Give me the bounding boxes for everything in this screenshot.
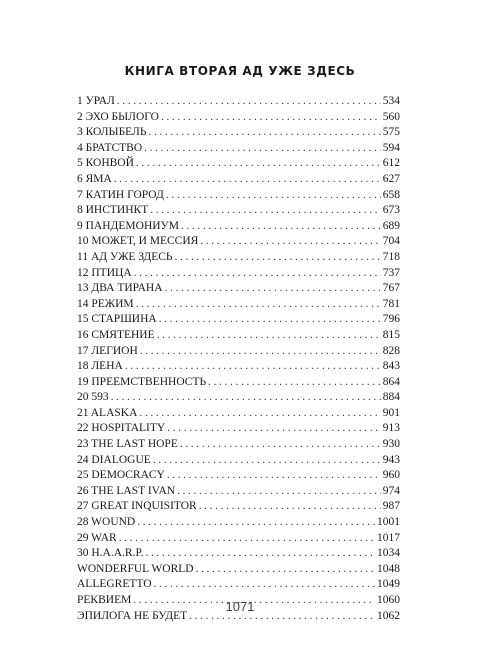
toc-entry-title: 20 593 [77, 391, 109, 404]
toc-entry-title: 14 РЕЖИМ [77, 297, 134, 310]
toc-entry-page: 737 [382, 266, 400, 279]
toc-entry-page: 658 [382, 188, 400, 201]
dot-leader [148, 125, 380, 141]
toc-entry-title: 29 WAR [77, 531, 117, 544]
toc-entry-title: ЭПИЛОГА НЕ БУДЕТ [77, 609, 188, 622]
dot-leader [150, 203, 381, 219]
toc-entry-title: ALLEGRETTO [77, 578, 152, 591]
toc-entry [77, 281, 400, 297]
toc-entry-page: 796 [382, 313, 400, 326]
toc-entry [77, 188, 400, 204]
toc-entry-title: WONDERFUL WORLD [77, 562, 194, 575]
toc-entry [77, 468, 400, 484]
toc-entry-page: 1062 [377, 609, 400, 622]
dot-leader [167, 468, 381, 484]
toc-entry-page: 884 [382, 391, 400, 404]
toc-entry-title: 10 МОЖЕТ, И МЕССИЯ [77, 235, 199, 248]
toc-entry-title: 18 ЛЕНА [77, 360, 123, 373]
toc-entry-page: 901 [382, 406, 400, 419]
section-heading: КНИГА ВТОРАЯ АД УЖЕ ЗДЕСЬ [124, 64, 356, 78]
page-number: 1071 [225, 599, 255, 614]
toc-entry [77, 484, 400, 500]
dot-leader [153, 453, 381, 469]
dot-leader [175, 250, 381, 266]
toc-entry-title: 26 THE LAST IVAN [77, 484, 176, 497]
toc-entry-page: 1048 [377, 562, 400, 575]
toc-entry-page: 612 [382, 157, 400, 170]
toc-entry [77, 562, 400, 578]
toc-entry-title: 8 ИНСТИНКТ [77, 204, 149, 217]
toc-entry [77, 203, 400, 219]
dot-leader [199, 499, 381, 515]
toc-entry [77, 156, 400, 172]
toc-entry [77, 344, 400, 360]
toc-entry-title: 16 СМЯТЕНИЕ [77, 328, 155, 341]
toc-entry [77, 437, 400, 453]
dot-leader [181, 219, 381, 235]
toc-entry-page: 987 [382, 500, 400, 513]
toc-entry [77, 577, 400, 593]
toc-entry-page: 960 [382, 469, 400, 482]
toc-entry [77, 297, 400, 313]
toc-entry-title: 19 ПРЕЕМСТВЕННОСТЬ [77, 375, 207, 388]
dot-leader [166, 188, 381, 204]
toc-entry-title: 1 УРАЛ [77, 95, 115, 107]
toc-entry-title: 21 ALASKA [77, 406, 138, 419]
dot-leader [136, 297, 381, 313]
toc-entry-page: 560 [382, 110, 400, 123]
toc-entry-page: 718 [382, 250, 400, 263]
toc-entry [77, 359, 400, 375]
dot-leader [165, 281, 381, 297]
dot-leader [119, 531, 375, 547]
toc-entry-page: 767 [382, 282, 400, 295]
table-of-contents [77, 94, 400, 624]
dot-leader [144, 141, 381, 157]
toc-entry-page: 843 [382, 360, 400, 373]
dot-leader [154, 577, 375, 593]
dot-leader [200, 234, 380, 250]
toc-entry-title: 24 DIALOGUE [77, 453, 151, 466]
dot-leader [167, 421, 381, 437]
toc-entry [77, 110, 400, 126]
toc-entry-title: 30 H.A.A.R.P. [77, 547, 144, 560]
toc-entry [77, 328, 400, 344]
dot-leader [180, 437, 381, 453]
toc-entry-title: РЕКВИЕМ [77, 594, 132, 606]
toc-entry-title: 22 HOSPITALITY [77, 422, 166, 435]
toc-entry-title: 6 ЯМА [77, 172, 112, 185]
toc-entry-page: 575 [382, 126, 400, 139]
dot-leader [208, 375, 381, 391]
toc-entry [77, 250, 400, 266]
toc-entry-title: 9 ПАНДЕМОНИУМ [77, 219, 179, 232]
dot-leader [114, 172, 381, 188]
toc-entry-page: 1034 [377, 547, 400, 560]
dot-leader [145, 546, 375, 562]
dot-leader [136, 156, 381, 172]
toc-entry-title: 5 КОНВОЙ [77, 157, 134, 170]
toc-entry-title: 25 DEMOCRACY [77, 469, 165, 482]
toc-entry-title: 17 ЛЕГИОН [77, 344, 138, 357]
toc-entry-page: 864 [382, 375, 400, 388]
toc-entry-page: 689 [382, 219, 400, 232]
toc-entry-title: 11 АД УЖЕ ЗДЕСЬ [77, 250, 173, 263]
toc-entry-page: 534 [382, 95, 400, 107]
toc-entry-page: 943 [382, 453, 400, 466]
toc-entry-page: 1001 [377, 516, 400, 529]
toc-entry [77, 531, 400, 547]
dot-leader [111, 390, 381, 406]
toc-entry [77, 406, 400, 422]
toc-entry-page: 1049 [377, 578, 400, 591]
toc-entry-title: 4 БРАТСТВО [77, 141, 143, 154]
toc-entry-page: 930 [382, 438, 400, 451]
toc-entry-page: 673 [382, 204, 400, 217]
toc-entry-page: 1017 [377, 531, 400, 544]
dot-leader [117, 94, 381, 110]
dot-leader [159, 312, 381, 328]
toc-entry-title: 13 ДВА ТИРАНА [77, 282, 163, 295]
toc-entry-title: 7 КАТИН ГОРОД [77, 188, 164, 201]
toc-entry-title: 28 WOUND [77, 516, 136, 529]
toc-entry [77, 172, 400, 188]
toc-entry [77, 546, 400, 562]
toc-entry-title: 3 КОЛЫБЕЛЬ [77, 126, 147, 139]
toc-entry [77, 234, 400, 250]
toc-entry [77, 390, 400, 406]
toc-entry [77, 125, 400, 141]
toc-entry-title: 2 ЭХО БЫЛОГО [77, 110, 159, 123]
toc-entry [77, 94, 400, 110]
toc-entry-page: 627 [382, 172, 400, 185]
toc-entry [77, 375, 400, 391]
toc-entry-page: 974 [382, 484, 400, 497]
toc-entry-page: 1060 [377, 594, 400, 606]
dot-leader [125, 359, 381, 375]
toc-entry [77, 499, 400, 515]
toc-entry-title: 27 GREAT INQUISITOR [77, 500, 197, 513]
toc-entry-title: 15 СТАРШИНА [77, 313, 157, 326]
toc-entry-page: 594 [382, 141, 400, 154]
toc-entry [77, 219, 400, 235]
toc-entry-page: 704 [382, 235, 400, 248]
toc-entry-page: 815 [382, 328, 400, 341]
toc-entry-page: 781 [382, 297, 400, 310]
dot-leader [196, 562, 375, 578]
toc-entry [77, 141, 400, 157]
toc-entry-title: 23 THE LAST HOPE [77, 438, 178, 451]
toc-entry-title: 12 ПТИЦА [77, 266, 132, 279]
toc-entry-page: 828 [382, 344, 400, 357]
toc-entry [77, 453, 400, 469]
dot-leader [177, 484, 381, 500]
toc-entry [77, 515, 400, 531]
dot-leader [134, 266, 381, 282]
toc-entry [77, 266, 400, 282]
dot-leader [140, 344, 381, 360]
toc-entry-page: 913 [382, 422, 400, 435]
dot-leader [161, 110, 381, 126]
toc-entry [77, 312, 400, 328]
dot-leader [139, 406, 380, 422]
dot-leader [157, 328, 381, 344]
toc-entry [77, 421, 400, 437]
dot-leader [137, 515, 375, 531]
